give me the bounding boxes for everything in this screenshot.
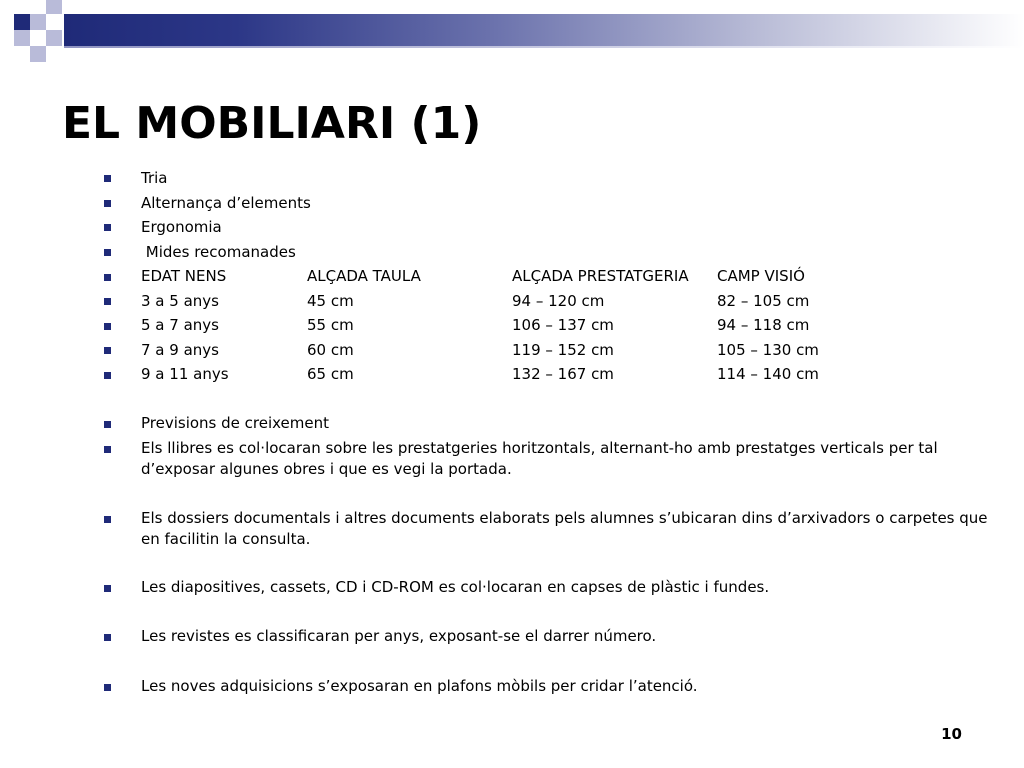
bullet-icon [104, 274, 111, 281]
list-item: Alternança d’elements [141, 194, 311, 212]
header-gradient-line [64, 46, 1024, 48]
bullet-icon [104, 421, 111, 428]
bullet-icon [104, 516, 111, 523]
header-gradient-bar [64, 14, 1024, 46]
list-item: Mides recomanades [141, 243, 296, 261]
deco-square [14, 14, 30, 30]
cell-age: 7 a 9 anys [141, 341, 219, 359]
list-item: Les noves adquisicions s’exposaran en plafons mòbils per cridar l’atenció. [141, 677, 698, 695]
deco-square [30, 46, 46, 62]
bullet-icon [104, 224, 111, 231]
bullet-icon [104, 298, 111, 305]
cell-table-height: 55 cm [307, 316, 354, 334]
cell-table-height: 60 cm [307, 341, 354, 359]
deco-square [30, 14, 46, 30]
cell-shelf-height: 106 – 137 cm [512, 316, 614, 334]
bullet-icon [104, 347, 111, 354]
cell-field-of-view: 94 – 118 cm [717, 316, 810, 334]
cell-field-of-view: 105 – 130 cm [717, 341, 819, 359]
header-shelf-height: ALÇADA PRESTATGERIA [512, 267, 689, 285]
list-item: Tria [141, 169, 168, 187]
bullet-icon [104, 323, 111, 330]
header-table-height: ALÇADA TAULA [307, 267, 421, 285]
list-item: Ergonomia [141, 218, 222, 236]
bullet-icon [104, 200, 111, 207]
list-item: Les revistes es classificaran per anys, exposant-se el darrer número. [141, 627, 657, 645]
header-age: EDAT NENS [141, 267, 227, 285]
cell-age: 3 a 5 anys [141, 292, 219, 310]
list-item: Els llibres es col·locaran sobre les prestatgeries horitzontals, alternant-ho amb prestatges verticals per tal d’exposar algunes obres i que es vegi la portada. [141, 439, 938, 478]
list-item: Les diapositives, cassets, CD i CD-ROM es col·locaran en capses de plàstic i fundes. [141, 578, 770, 596]
bullet-icon [104, 175, 111, 182]
page-number: 10 [941, 725, 962, 743]
cell-table-height: 65 cm [307, 365, 354, 383]
cell-age: 5 a 7 anys [141, 316, 219, 334]
cell-field-of-view: 82 – 105 cm [717, 292, 810, 310]
bullet-icon [104, 684, 111, 691]
cell-shelf-height: 132 – 167 cm [512, 365, 614, 383]
deco-square [46, 0, 62, 14]
cell-shelf-height: 94 – 120 cm [512, 292, 605, 310]
cell-field-of-view: 114 – 140 cm [717, 365, 819, 383]
deco-square [46, 30, 62, 46]
deco-square [14, 30, 30, 46]
bullet-icon [104, 249, 111, 256]
bullet-icon [104, 634, 111, 641]
cell-shelf-height: 119 – 152 cm [512, 341, 614, 359]
bullet-icon [104, 446, 111, 453]
cell-age: 9 a 11 anys [141, 365, 229, 383]
list-item: Els dossiers documentals i altres documents elaborats pels alumnes s’ubicaran dins d’arxivadors o carpetes que en facilitin la consulta. [141, 509, 988, 548]
bullet-icon [104, 372, 111, 379]
slide-title: EL MOBILIARI (1) [62, 98, 482, 149]
bullet-icon [104, 585, 111, 592]
cell-table-height: 45 cm [307, 292, 354, 310]
list-item: Previsions de creixement [141, 414, 330, 432]
header-field-of-view: CAMP VISIÓ [717, 267, 805, 285]
